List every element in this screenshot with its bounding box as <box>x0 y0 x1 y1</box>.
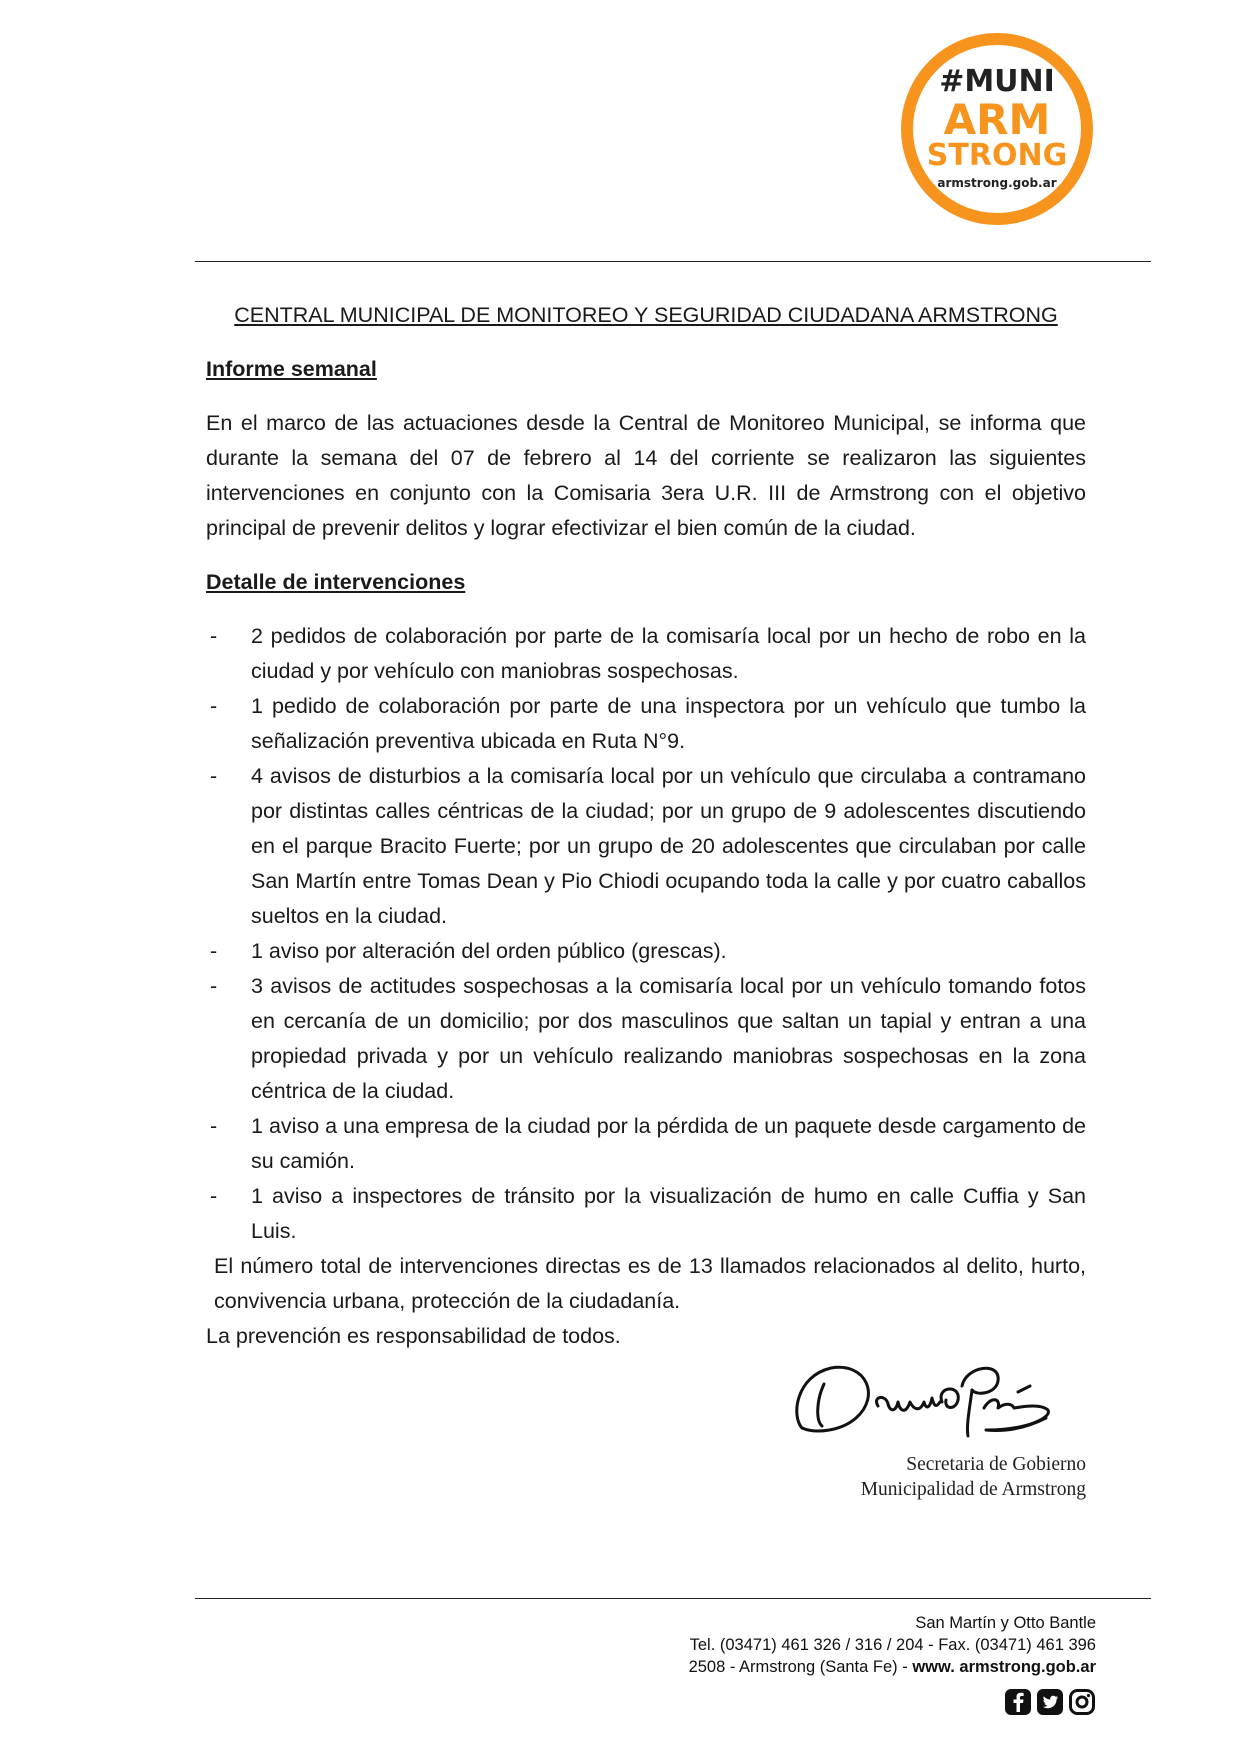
handwritten-signature <box>786 1346 1086 1446</box>
bullet-dash: - <box>210 1184 218 1208</box>
list-item <box>206 1179 1086 1249</box>
list-item-text: 4 avisos de disturbios a la comisaría local por un vehículo que circulaba a contramano por distintas calles céntricas de la ciudad; por un grupo de 9 adolescentes discutiendo en el parque Bracito Fuerte; por un grupo de 20 adolescentes que circulaban por calle San Martín entre Tomas Dean y Pio Chiodi ocupando toda la calle y por cuatro caballos sueltos en la ciudad. <box>251 764 1086 928</box>
list-item-text: 2 pedidos de colaboración por parte de la comisaría local por un hecho de robo en la ciudad y por vehículo con maniobras sospechosas. <box>251 624 1086 683</box>
bullet-dash: - <box>210 974 218 998</box>
list-item-text: 3 avisos de actitudes sospechosas a la comisaría local por un vehículo tomando fotos en cercanía de un domicilio; por dos masculinos que saltan un tapial y entran a una propiedad privada y por un vehículo realizando maniobras sospechosas en la zona céntrica de la ciudad. <box>251 974 1086 1103</box>
document-body <box>206 298 1086 1354</box>
list-item-text: 1 aviso por alteración del orden público (grescas). <box>251 939 727 963</box>
footer-divider <box>195 1598 1151 1599</box>
list-item <box>206 934 1086 969</box>
details-heading: Detalle de intervenciones <box>206 570 466 594</box>
bullet-dash: - <box>210 624 218 648</box>
list-item <box>206 689 1086 759</box>
list-item <box>206 969 1086 1109</box>
intro-paragraph: En el marco de las actuaciones desde la Central de Monitoreo Municipal, se informa que durante la semana del 07 de febrero al 14 del corriente se realizaron las siguientes intervenciones en conjunto con la Comisaria 3era U.R. III de Armstrong con el objetivo principal de prevenir delitos y lograr efectivizar el bien común de la ciudad. <box>206 411 1086 540</box>
footer-website-link[interactable]: www. armstrong.gob.ar <box>912 1658 1096 1676</box>
list-item-text: 1 aviso a una empresa de la ciudad por la pérdida de un paquete desde cargamento de su camión. <box>251 1114 1086 1173</box>
report-heading: Informe semanal <box>206 357 377 381</box>
footer-city: 2508 - Armstrong (Santa Fe) - <box>688 1658 913 1676</box>
list-item <box>206 759 1086 934</box>
interventions-list <box>206 619 1086 1249</box>
document-title: CENTRAL MUNICIPAL DE MONITOREO Y SEGURIDAD CIUDADANA ARMSTRONG <box>234 303 1058 327</box>
list-item <box>206 1109 1086 1179</box>
social-icons <box>1004 1688 1096 1716</box>
signature-block <box>861 1452 1086 1502</box>
bullet-dash: - <box>210 1114 218 1138</box>
footer-contact <box>689 1612 1096 1678</box>
bullet-dash: - <box>210 939 218 963</box>
instagram-icon[interactable] <box>1068 1688 1096 1716</box>
header-divider <box>195 261 1151 262</box>
bullet-dash: - <box>210 694 218 718</box>
facebook-icon[interactable] <box>1004 1688 1032 1716</box>
footer-phones: Tel. (03471) 461 326 / 316 / 204 - Fax. (03471) 461 396 <box>689 1636 1096 1654</box>
twitter-icon[interactable] <box>1036 1688 1064 1716</box>
municipality-logo <box>899 31 1095 227</box>
list-item-text: 1 pedido de colaboración por parte de una inspectora por un vehículo que tumbo la señalización preventiva ubicada en Ruta N°9. <box>251 694 1086 753</box>
summary-paragraph: El número total de intervenciones directas es de 13 llamados relacionados al delito, hurto, convivencia urbana, protección de la ciudadanía. <box>214 1254 1086 1313</box>
signer-organization: Municipalidad de Armstrong <box>860 1479 1086 1500</box>
list-item <box>206 619 1086 689</box>
logo-url: armstrong.gob.ar <box>937 176 1057 190</box>
signer-title: Secretaria de Gobierno <box>906 1454 1086 1475</box>
footer-address: San Martín y Otto Bantle <box>915 1614 1096 1632</box>
logo-line-muni: #MUNI <box>939 64 1055 99</box>
bullet-dash: - <box>210 764 218 788</box>
list-item-text: 1 aviso a inspectores de tránsito por la visualización de humo en calle Cuffia y San Luis. <box>251 1184 1086 1243</box>
footer-city-line <box>689 1656 1096 1678</box>
closing-line: La prevención es responsabilidad de todos. <box>206 1324 621 1348</box>
logo-line-strong: STRONG <box>926 138 1068 173</box>
logo-line-arm: ARM <box>943 95 1051 144</box>
